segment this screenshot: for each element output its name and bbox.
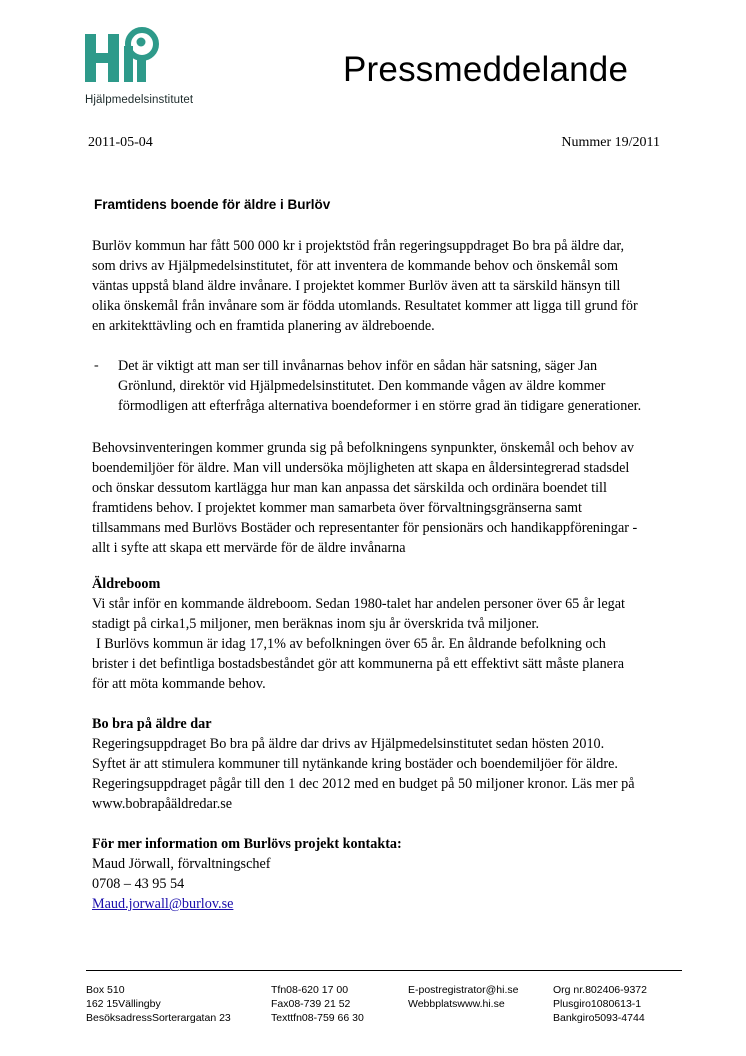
press-release-title: Framtidens boende för äldre i Burlöv [94,197,331,212]
footer-address: Box 510 162 15Vällingby BesöksadressSorterargatan 23 [86,984,231,1024]
bo-bra-paragraph: Regeringsuppdraget Bo bra på äldre dar drivs av Hjälpmedelsinstitutet sedan hösten 2010. Syftet är att stimulera kommuner till nytänkande kring bostäder och boendemiljöer för äldre. Regeringsuppdraget pågår till den 1 dec 2012 med en budget på 50 miljoner kronor. Läs mer på www.bobrapåäldredar.se [92,736,635,812]
footer-web: E-postregistrator@hi.se Webbplatswww.hi.se [408,984,519,1010]
footer-phone: Tfn08-620 17 00 Fax08-739 21 52 Texttfn08-759 66 30 [271,984,364,1024]
release-number: Nummer 19/2011 [561,135,660,150]
footer-bank: Org nr.802406-9372 Plusgiro1080613-1 Bankgiro5093-4744 [553,984,647,1024]
release-date: 2011-05-04 [88,135,153,150]
footer-divider [86,970,682,971]
section-heading-bo-bra: Bo bra på äldre dar [92,716,212,732]
quote-dash: - [94,358,99,373]
intro-paragraph: Burlöv kommun har fått 500 000 kr i projektstöd från regeringsuppdraget Bo bra på äldre dar, som drivs av Hjälpmedelsinstitutet, för att inventera de kommande behov och önskemål som väntas uppstå bland äldre invånare. I projektet kommer Burlöv även att ta särskild hänsyn till olika önskemål från invånare som är födda utomlands. Resultatet kommer att ligga till grund för en arkitekttävling och en framtida planering av äldreboende. [92,238,638,334]
inventory-paragraph: Behovsinventeringen kommer grunda sig på befolkningens synpunkter, önskemål och behov av boendemiljöer för äldre. Man vill undersöka möjligheten att skapa en åldersintegrerad stadsdel och önskar dessutom kartlägga hur man kan anpassa det särskilda och ordinära boendet till framtidens behov. I projektet kommer man samarbeta över förvaltningsgränserna samt tillsammans med Burlövs Bostäder och representanter för pensionärs och handikappföreningar - allt i syfte att skapa ett mervärde för de äldre invånarna [92,440,638,556]
section-heading-aldreboom: Äldreboom [92,576,161,592]
contact-email-link[interactable]: Maud.jorwall@burlov.se [92,896,234,912]
aldreboom-paragraph: Vi står inför en kommande äldreboom. Sedan 1980-talet har andelen personer över 65 år legat stadigt på cirka1,5 miljoner, men beräknas inom sju år överskrida två miljoner. I Burlövs kommun är idag 17,1% av befolkningen över 65 år. En åldrande befolkning och brister i det befintliga bostadsbeståndet gör att kommunerna på ett effektivt sätt måste planera för att möta kommande behov. [92,596,625,692]
document-type-title: Pressmeddelande [343,50,629,89]
quote-paragraph: Det är viktigt att man ser till invånarnas behov inför en sådan här satsning, säger Jan Grönlund, direktör vid Hjälpmedelsinstitutet. Den kommande vågen av äldre kommer förmodligen att efterfråga alternativa boendeformer i en större grad än tidigare generationer. [118,358,642,414]
contact-phone: 0708 – 43 95 54 [92,876,185,892]
logo-wordmark: Hjälpmedelsinstitutet [85,94,194,106]
contact-block [92,854,672,914]
contact-heading: För mer information om Burlövs projekt kontakta: [92,836,402,852]
contact-name: Maud Jörwall, förvaltningschef [92,856,271,872]
